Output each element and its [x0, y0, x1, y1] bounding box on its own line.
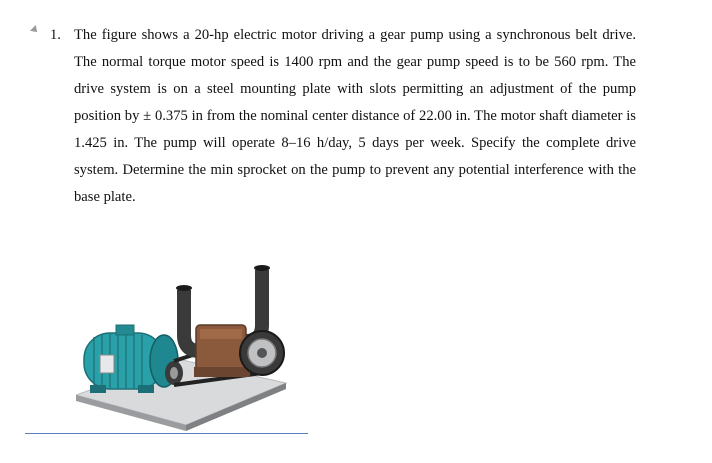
motor-pump-figure [76, 255, 296, 435]
motor-pump-illustration [76, 255, 296, 435]
problem-statement: The figure shows a 20-hp electric motor driving a gear pump using a synchronous belt drive. The normal torque motor speed is 1400 rpm and the gear pump speed is to be 560 rpm. The drive system is on a steel mounting plate with slots permitting an adjustment of the pump position by ± 0.375 in from the nominal center distance of 22.00 in. The motor shaft diameter is 1.425 in. The pump will operate 8–16 h/day, 5 days per week. Specify the complete drive system. Determine the min sprocket on the pump to prevent any potential interference with the base plate. [74, 27, 636, 205]
collapse-triangle-icon[interactable] [30, 25, 40, 35]
pump-sprocket [240, 331, 284, 375]
electric-motor [84, 325, 183, 393]
list-item-number: 1. [50, 27, 61, 43]
baseline-rule [25, 433, 308, 434]
